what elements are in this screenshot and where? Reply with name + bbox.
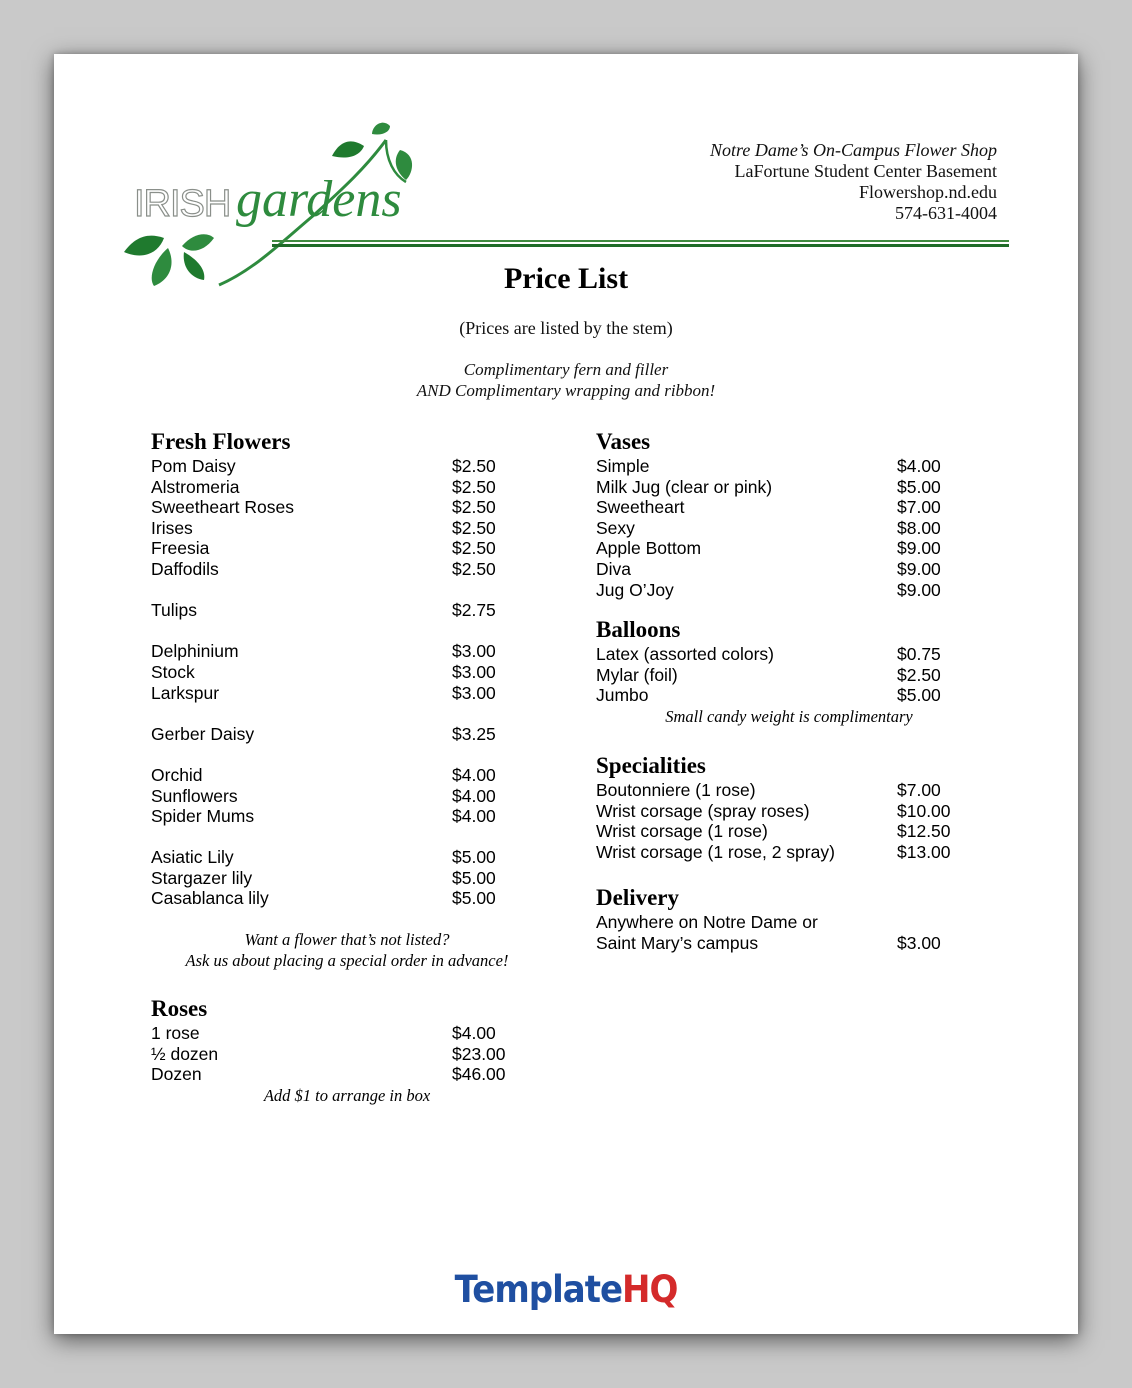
delivery-line-1: Anywhere on Notre Dame or [596, 912, 818, 933]
list-item [151, 1064, 551, 1085]
price-list-page [54, 54, 1078, 1334]
item-price: $4.00 [897, 456, 941, 476]
item-name: Sunflowers [151, 785, 238, 806]
item-price: $2.50 [452, 497, 496, 518]
vases-heading: Vases [596, 429, 651, 454]
left-column [151, 428, 551, 1106]
item-name: Tulips [151, 600, 198, 621]
item-name: Boutonniere (1 rose) [596, 779, 756, 800]
item-price: $2.50 [452, 456, 496, 476]
list-item [596, 477, 1016, 498]
shop-location: LaFortune Student Center Basement [734, 161, 997, 181]
header-rule-thick [272, 244, 1009, 247]
list-item [596, 518, 1016, 539]
item-name: ½ dozen [151, 1043, 219, 1064]
list-item [151, 868, 551, 889]
item-price: $2.50 [452, 558, 496, 579]
item-price: $46.00 [452, 1064, 506, 1085]
item-price: $12.50 [897, 821, 951, 842]
item-name: Stock [151, 661, 195, 682]
item-name: Apple Bottom [596, 538, 702, 559]
item-price: $13.00 [897, 841, 951, 862]
item-price: $2.50 [897, 664, 941, 685]
item-price: $10.00 [897, 800, 951, 821]
item-price: $2.50 [452, 517, 496, 538]
item-price: $5.00 [452, 847, 496, 868]
item-name: 1 rose [151, 1023, 200, 1044]
fresh-flowers-heading: Fresh Flowers [151, 429, 291, 454]
item-name: Casablanca lily [151, 888, 269, 909]
logo-gardens-text: gardens [236, 171, 402, 228]
item-price: $4.00 [452, 785, 496, 806]
item-price: $5.00 [452, 867, 496, 888]
list-item [151, 497, 551, 518]
list-item [596, 842, 1016, 863]
item-price: $5.00 [452, 888, 496, 909]
list-item [596, 559, 1016, 580]
item-name: Wrist corsage (1 rose) [596, 821, 768, 842]
item-name: Orchid [151, 764, 203, 785]
item-name: Gerber Daisy [151, 723, 255, 744]
list-item [596, 665, 1016, 686]
list-item [596, 780, 1016, 801]
item-price: $3.00 [452, 661, 496, 682]
header-rule-thin [272, 240, 1009, 242]
item-price: $5.00 [897, 685, 941, 706]
list-item [596, 497, 1016, 518]
item-name: Delphinium [151, 641, 239, 662]
item-price: $2.50 [452, 476, 496, 497]
list-item [151, 683, 551, 704]
item-name: Mylar (foil) [596, 664, 678, 685]
item-price: $5.00 [897, 476, 941, 497]
promo-note [54, 359, 1078, 401]
item-price: $3.25 [452, 723, 496, 744]
page-subtitle: (Prices are listed by the stem) [459, 318, 673, 338]
item-price: $4.00 [452, 764, 496, 785]
item-name: Latex (assorted colors) [596, 644, 774, 665]
list-item [151, 1023, 551, 1044]
item-name: Alstromeria [151, 476, 240, 497]
item-name: Sweetheart Roses [151, 497, 294, 518]
shop-website: Flowershop.nd.edu [859, 182, 997, 202]
roses-heading: Roses [151, 996, 208, 1022]
item-name: Spider Mums [151, 806, 255, 827]
list-item [151, 477, 551, 498]
list-item [151, 538, 551, 559]
item-name: Sexy [596, 517, 635, 538]
list-item [596, 580, 1016, 601]
promo-line-1: Complimentary fern and filler [463, 360, 669, 379]
item-name: Daffodils [151, 558, 219, 579]
list-item [151, 888, 551, 909]
list-item [151, 724, 551, 745]
list-item [151, 847, 551, 868]
list-item [151, 1044, 551, 1065]
right-column [596, 428, 1016, 954]
balloons-heading: Balloons [596, 617, 681, 643]
item-price: $2.50 [452, 538, 496, 559]
logo-irish-text: IRISH [134, 183, 231, 225]
list-item [596, 456, 1016, 477]
item-price: $3.00 [452, 641, 496, 662]
list-item [596, 644, 1016, 665]
templatehq-watermark [54, 1268, 1078, 1312]
list-item [151, 662, 551, 683]
item-name: Dozen [151, 1064, 202, 1085]
item-name: Wrist corsage (spray roses) [596, 800, 810, 821]
item-price: $3.00 [452, 682, 496, 703]
list-item [151, 786, 551, 807]
watermark-template: Template [454, 1268, 623, 1312]
list-item [596, 933, 1016, 954]
list-item [151, 641, 551, 662]
item-name: Jug O’Joy [596, 579, 674, 600]
list-item [151, 600, 551, 621]
list-item [151, 765, 551, 786]
item-price: $0.75 [897, 644, 941, 665]
special-order-note [151, 929, 543, 971]
item-price: $4.00 [452, 1023, 496, 1044]
list-item [151, 518, 551, 539]
promo-line-2: AND Complimentary wrapping and ribbon! [416, 381, 716, 400]
watermark-hq: HQ [622, 1268, 678, 1312]
shop-address [577, 140, 997, 224]
item-name: Jumbo [596, 685, 649, 706]
list-item [151, 559, 551, 580]
item-price: $7.00 [897, 497, 941, 518]
page-title: Price List [503, 262, 629, 295]
item-name: Freesia [151, 538, 210, 559]
item-price: $3.00 [897, 932, 941, 953]
item-price: $8.00 [897, 517, 941, 538]
item-price: $7.00 [897, 779, 941, 800]
item-price: $4.00 [452, 806, 496, 827]
item-name: Asiatic Lily [151, 847, 234, 868]
item-price: $2.75 [452, 600, 496, 621]
balloons-note: Small candy weight is complimentary [665, 706, 913, 726]
list-item [151, 456, 551, 477]
delivery-heading: Delivery [596, 885, 680, 911]
item-name: Irises [151, 517, 193, 538]
item-name: Stargazer lily [151, 867, 253, 888]
item-name: Sweetheart [596, 497, 685, 518]
specialities-heading: Specialities [596, 752, 706, 778]
item-name: Wrist corsage (1 rose, 2 spray) [596, 841, 835, 862]
roses-note: Add $1 to arrange in box [263, 1085, 431, 1105]
list-item [596, 912, 1016, 933]
list-item [596, 538, 1016, 559]
list-item [596, 685, 1016, 706]
list-item [596, 801, 1016, 822]
item-name: Larkspur [151, 682, 220, 703]
item-price: $9.00 [897, 538, 941, 559]
item-price: $9.00 [897, 579, 941, 600]
item-name: Saint Mary’s campus [596, 932, 759, 953]
item-price: $23.00 [452, 1043, 506, 1064]
shop-phone: 574-631-4004 [895, 203, 997, 223]
special-order-line-1: Want a flower that’s not listed? [244, 930, 450, 950]
item-name: Milk Jug (clear or pink) [596, 476, 773, 497]
item-price: $9.00 [897, 558, 941, 579]
list-item [151, 806, 551, 827]
special-order-line-2: Ask us about placing a special order in advance! [185, 951, 509, 971]
item-name: Simple [596, 456, 650, 476]
item-name: Pom Daisy [151, 456, 236, 476]
shop-tagline: Notre Dame’s On-Campus Flower Shop [710, 140, 997, 160]
list-item [596, 821, 1016, 842]
item-name: Diva [596, 558, 632, 579]
